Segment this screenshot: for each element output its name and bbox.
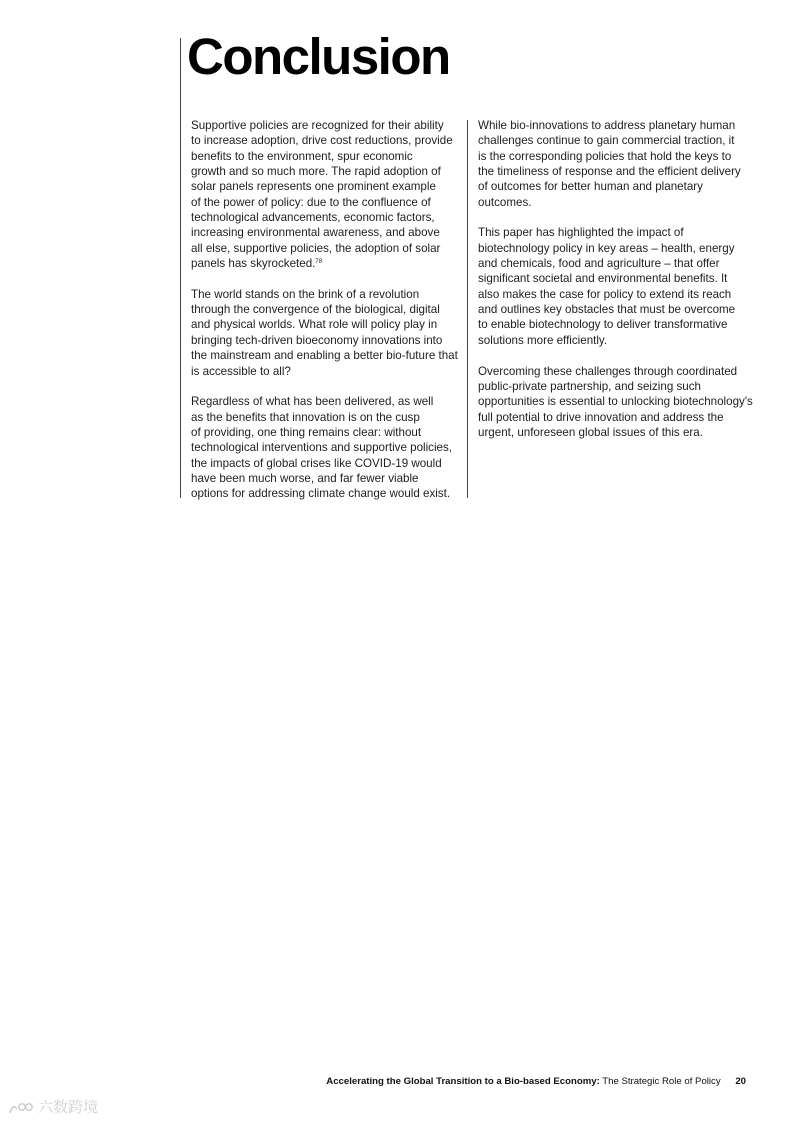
text-line: solar panels represents one prominent example <box>191 180 436 194</box>
text-line: technological interventions and supportive policies, <box>191 441 453 455</box>
text-line: challenges continue to gain commercial traction, it <box>478 134 735 148</box>
text-line: to increase adoption, drive cost reductions, provide <box>191 134 453 148</box>
text-line: as the benefits that innovation is on the cusp <box>191 410 420 424</box>
footer-report-subtitle: The Strategic Role of Policy <box>602 1076 721 1087</box>
text-line: growth and so much more. The rapid adoption of <box>191 165 441 179</box>
paragraph <box>191 394 461 501</box>
text-line: increasing environmental awareness, and above <box>191 226 440 240</box>
text-line: is accessible to all? <box>191 364 291 378</box>
text-line: outcomes. <box>478 195 532 209</box>
watermark <box>8 1096 98 1117</box>
paragraph <box>478 225 750 348</box>
text-line: to enable biotechnology to deliver transformative <box>478 318 728 332</box>
text-line: panels has skyrocketed.$^{78}$ <box>191 257 323 271</box>
text-line: public-private partnership, and seizing such <box>478 379 701 393</box>
text-line: have been much worse, and far fewer viable <box>191 471 419 485</box>
text-line: of providing, one thing remains clear: without <box>191 425 422 439</box>
text-line: the timeliness of response and the efficient delivery <box>478 165 741 179</box>
text-line: solutions more efficiently. <box>478 333 608 347</box>
text-line: also makes the case for policy to extend its reach <box>478 287 732 301</box>
text-line: is the corresponding policies that hold the keys to <box>478 149 732 163</box>
logo-icon <box>8 1101 34 1115</box>
text-line: Regardless of what has been delivered, as well <box>191 395 434 409</box>
watermark-text: 六数跨境 <box>38 1099 99 1116</box>
text-line: all else, supportive policies, the adoption of solar <box>191 241 441 255</box>
text-line: and outlines key obstacles that must be overcome <box>478 303 736 317</box>
text-line: Supportive policies are recognized for their ability <box>191 119 444 132</box>
text-line: through the convergence of the biological, digital <box>191 303 440 317</box>
paragraph <box>478 118 750 210</box>
text-line: and physical worlds. What role will policy play in <box>191 318 438 332</box>
text-line: This paper has highlighted the impact of <box>478 226 684 240</box>
text-line: Overcoming these challenges through coordinated <box>478 364 738 378</box>
text-line: of outcomes for better human and planetary <box>478 180 703 194</box>
text-line: urgent, unforeseen global issues of this era. <box>478 425 703 439</box>
column-divider-rule <box>467 120 468 498</box>
paragraph <box>478 364 753 441</box>
text-line: The world stands on the brink of a revolution <box>191 287 420 301</box>
text-line: benefits to the environment, spur economic <box>191 149 413 163</box>
text-line: of the power of policy: due to the confluence of <box>191 195 431 209</box>
page-number: 20 <box>735 1076 746 1087</box>
text-line: significant societal and environmental benefits. It <box>478 272 728 286</box>
text-line: opportunities is essential to unlocking biotechnology's <box>478 395 753 409</box>
page-title: Conclusion <box>187 28 450 85</box>
text-line: bringing tech-driven bioeconomy innovations into <box>191 333 443 347</box>
text-line: the mainstream and enabling a better bio-future that <box>191 349 458 363</box>
footnote-reference[interactable]: 78 <box>315 259 323 266</box>
text-line: While bio-innovations to address planetary human <box>478 119 736 132</box>
text-line: technological advancements, economic factors, <box>191 211 435 225</box>
page-footer <box>326 1076 746 1087</box>
footer-report-title: Accelerating the Global Transition to a Bio-based Economy: <box>326 1076 600 1087</box>
right-text-column <box>478 118 753 456</box>
title-vertical-rule <box>180 38 181 498</box>
paragraph <box>191 287 461 379</box>
left-text-column <box>191 118 461 517</box>
text-line: full potential to drive innovation and address the <box>478 410 724 424</box>
text-line: biotechnology policy in key areas – health, energy <box>478 241 735 255</box>
paragraph <box>191 118 461 271</box>
text-line: options for addressing climate change would exist. <box>191 487 451 501</box>
text-line: and chemicals, food and agriculture – that offer <box>478 257 720 271</box>
text-line: the impacts of global crises like COVID-19 would <box>191 456 442 470</box>
